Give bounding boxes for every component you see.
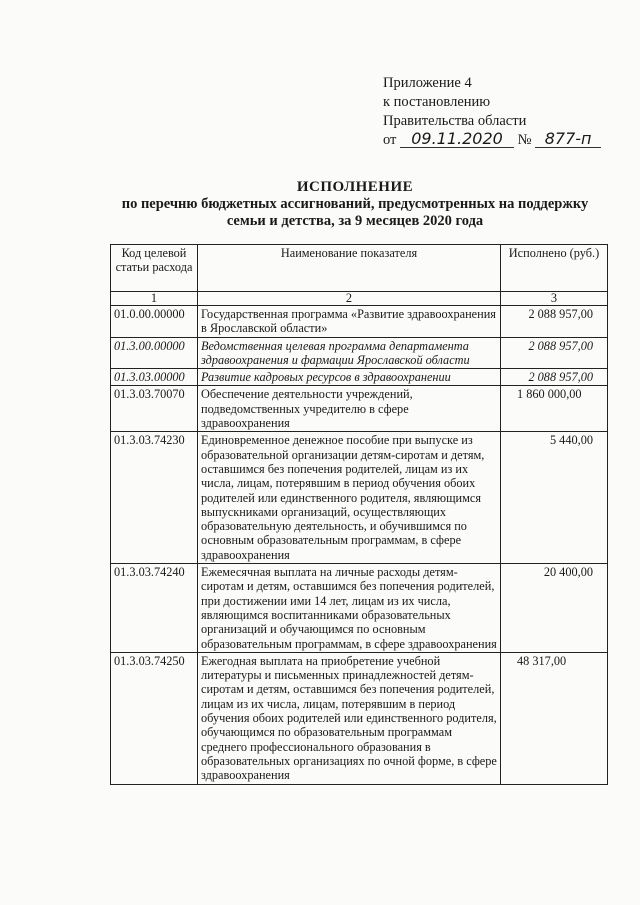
from-label: от xyxy=(383,132,397,148)
annex-block xyxy=(383,74,601,150)
row-code: 01.3.03.00000 xyxy=(111,369,198,386)
annex-line-2: к постановлению xyxy=(383,94,491,110)
table-row xyxy=(111,369,608,386)
column-number-3: 3 xyxy=(501,292,608,306)
row-amount: 5 440,00 xyxy=(501,432,608,564)
row-code: 01.3.03.74250 xyxy=(111,652,198,784)
document-title: ИСПОЛНЕНИЕ xyxy=(296,179,414,195)
annex-date-line xyxy=(383,131,601,150)
row-code: 01.3.03.74230 xyxy=(111,432,198,564)
table-row xyxy=(111,306,608,338)
header-code: Код целевой статьи расхода xyxy=(111,245,198,292)
row-amount: 2 088 957,00 xyxy=(501,337,608,369)
row-name: Единовременное денежное пособие при выпуске из образовательной организации детям-сиротам и детям, оставшимся без попечения родителей, лицам из их числа, лицам, потерявшим в период обучения обоих родителей или единственного родителя, являющимся выпускниками организаций, осуществляющих образовательную деятельность, и обучившимся по основным образовательным программам, в сфере здравоохранения xyxy=(198,432,501,564)
row-name: Ежегодная выплата на приобретение учебной литературы и письменных принадлежностей детям-сиротам и детям, оставшимся без попечения родителей, лицам из их числа, лицам, потерявшим в период обучения обоих родителей или единственного родителя, обучающимся по образовательным программам среднего профессионального образования в образовательных организациях по очной форме, в сфере здравоохранения xyxy=(198,652,501,784)
row-name: Ежемесячная выплата на личные расходы детям-сиротам и детям, оставшимся без попечения родителей, при достижении ими 14 лет, лицам из их числа, являющимся воспитанниками образовательных организаций и обучающимся по основным образовательным программам, в сфере здравоохранения xyxy=(198,564,501,653)
row-amount: 2 088 957,00 xyxy=(501,306,608,338)
column-number-row xyxy=(111,292,608,306)
row-name: Обеспечение деятельности учреждений, подведомственных учредителю в сфере здравоохранения xyxy=(198,386,501,432)
table-row xyxy=(111,564,608,653)
column-number-1: 1 xyxy=(111,292,198,306)
document-subtitle-line-2: семьи и детства, за 9 месяцев 2020 года xyxy=(226,213,484,229)
row-amount: 2 088 957,00 xyxy=(501,369,608,386)
row-amount: 48 317,00 xyxy=(501,652,608,784)
table-row xyxy=(111,337,608,369)
row-code: 01.3.03.74240 xyxy=(111,564,198,653)
header-executed: Исполнено (руб.) xyxy=(501,245,608,292)
handwritten-date: 09.11.2020 xyxy=(400,131,514,148)
row-amount: 20 400,00 xyxy=(501,564,608,653)
annex-line-3: Правительства области xyxy=(383,113,527,129)
row-code: 01.0.00.00000 xyxy=(111,306,198,338)
row-name: Ведомственная целевая программа департамента здравоохранения и фармации Ярославской области xyxy=(198,337,501,369)
number-label: № xyxy=(517,132,532,148)
execution-table xyxy=(110,244,608,785)
row-name: Развитие кадровых ресурсов в здравоохранении xyxy=(198,369,501,386)
table-header-row xyxy=(111,245,608,292)
row-name: Государственная программа «Развитие здравоохранения в Ярославской области» xyxy=(198,306,501,338)
header-name: Наименование показателя xyxy=(198,245,501,292)
handwritten-number: 877-п xyxy=(535,131,601,148)
row-amount: 1 860 000,00 xyxy=(501,386,608,432)
annex-line-1: Приложение 4 xyxy=(383,75,472,91)
table-row xyxy=(111,386,608,432)
document-subtitle-line-1: по перечню бюджетных ассигнований, предусмотренных на поддержку xyxy=(121,196,589,212)
table-row xyxy=(111,432,608,564)
column-number-2: 2 xyxy=(198,292,501,306)
document-heading xyxy=(105,179,605,230)
row-code: 01.3.03.70070 xyxy=(111,386,198,432)
table-row xyxy=(111,652,608,784)
row-code: 01.3.00.00000 xyxy=(111,337,198,369)
